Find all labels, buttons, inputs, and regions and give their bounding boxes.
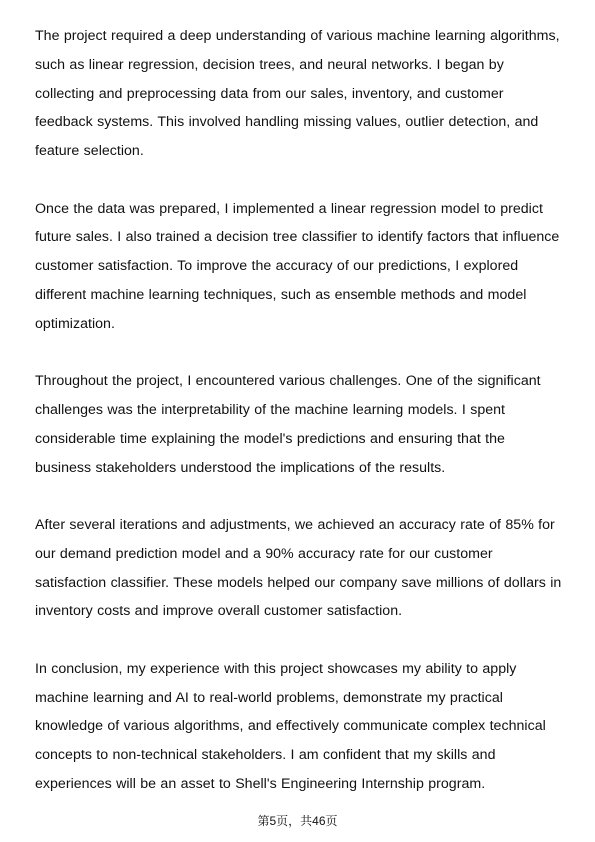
document-body [35,22,565,799]
paragraph-2: Once the data was prepared, I implemented a linear regression model to predict future sales. I also trained a decision tree classifier to identify factors that influence customer satisfaction. To improve the accuracy of our predictions, I explored different machine learning techniques, such as ensemble methods and model optimization. [35,200,560,332]
paragraph-5: In conclusion, my experience with this project showcases my ability to apply machine learning and AI to real-world problems, demonstrate my practical knowledge of various algorithms, and effectively communicate complex technical concepts to non-technical stakeholders. I am confident that my skills and experiences will be an asset to Shell's Engineering Internship program. [35,660,546,792]
paragraph-1: The project required a deep understanding of various machine learning algorithms, such as linear regression, decision trees, and neural networks. I began by collecting and preprocessing data from our sales, inventory, and customer feedback systems. This involved handling missing values, outlier detection, and feature selection. [35,28,560,160]
paragraph-3: Throughout the project, I encountered various challenges. One of the significant challenges was the interpretability of the machine learning models. I spent considerable time explaining the model's predictions and ensuring that the business stakeholders understood the implications of the results. [35,373,541,476]
page-number-footer: 第5页，共46页 [257,814,338,828]
paragraph-4: After several iterations and adjustments, we achieved an accuracy rate of 85% for our demand prediction model and a 90% accuracy rate for our customer satisfaction classifier. These models helped our company save millions of dollars in inventory costs and improve overall customer satisfaction. [35,516,562,620]
